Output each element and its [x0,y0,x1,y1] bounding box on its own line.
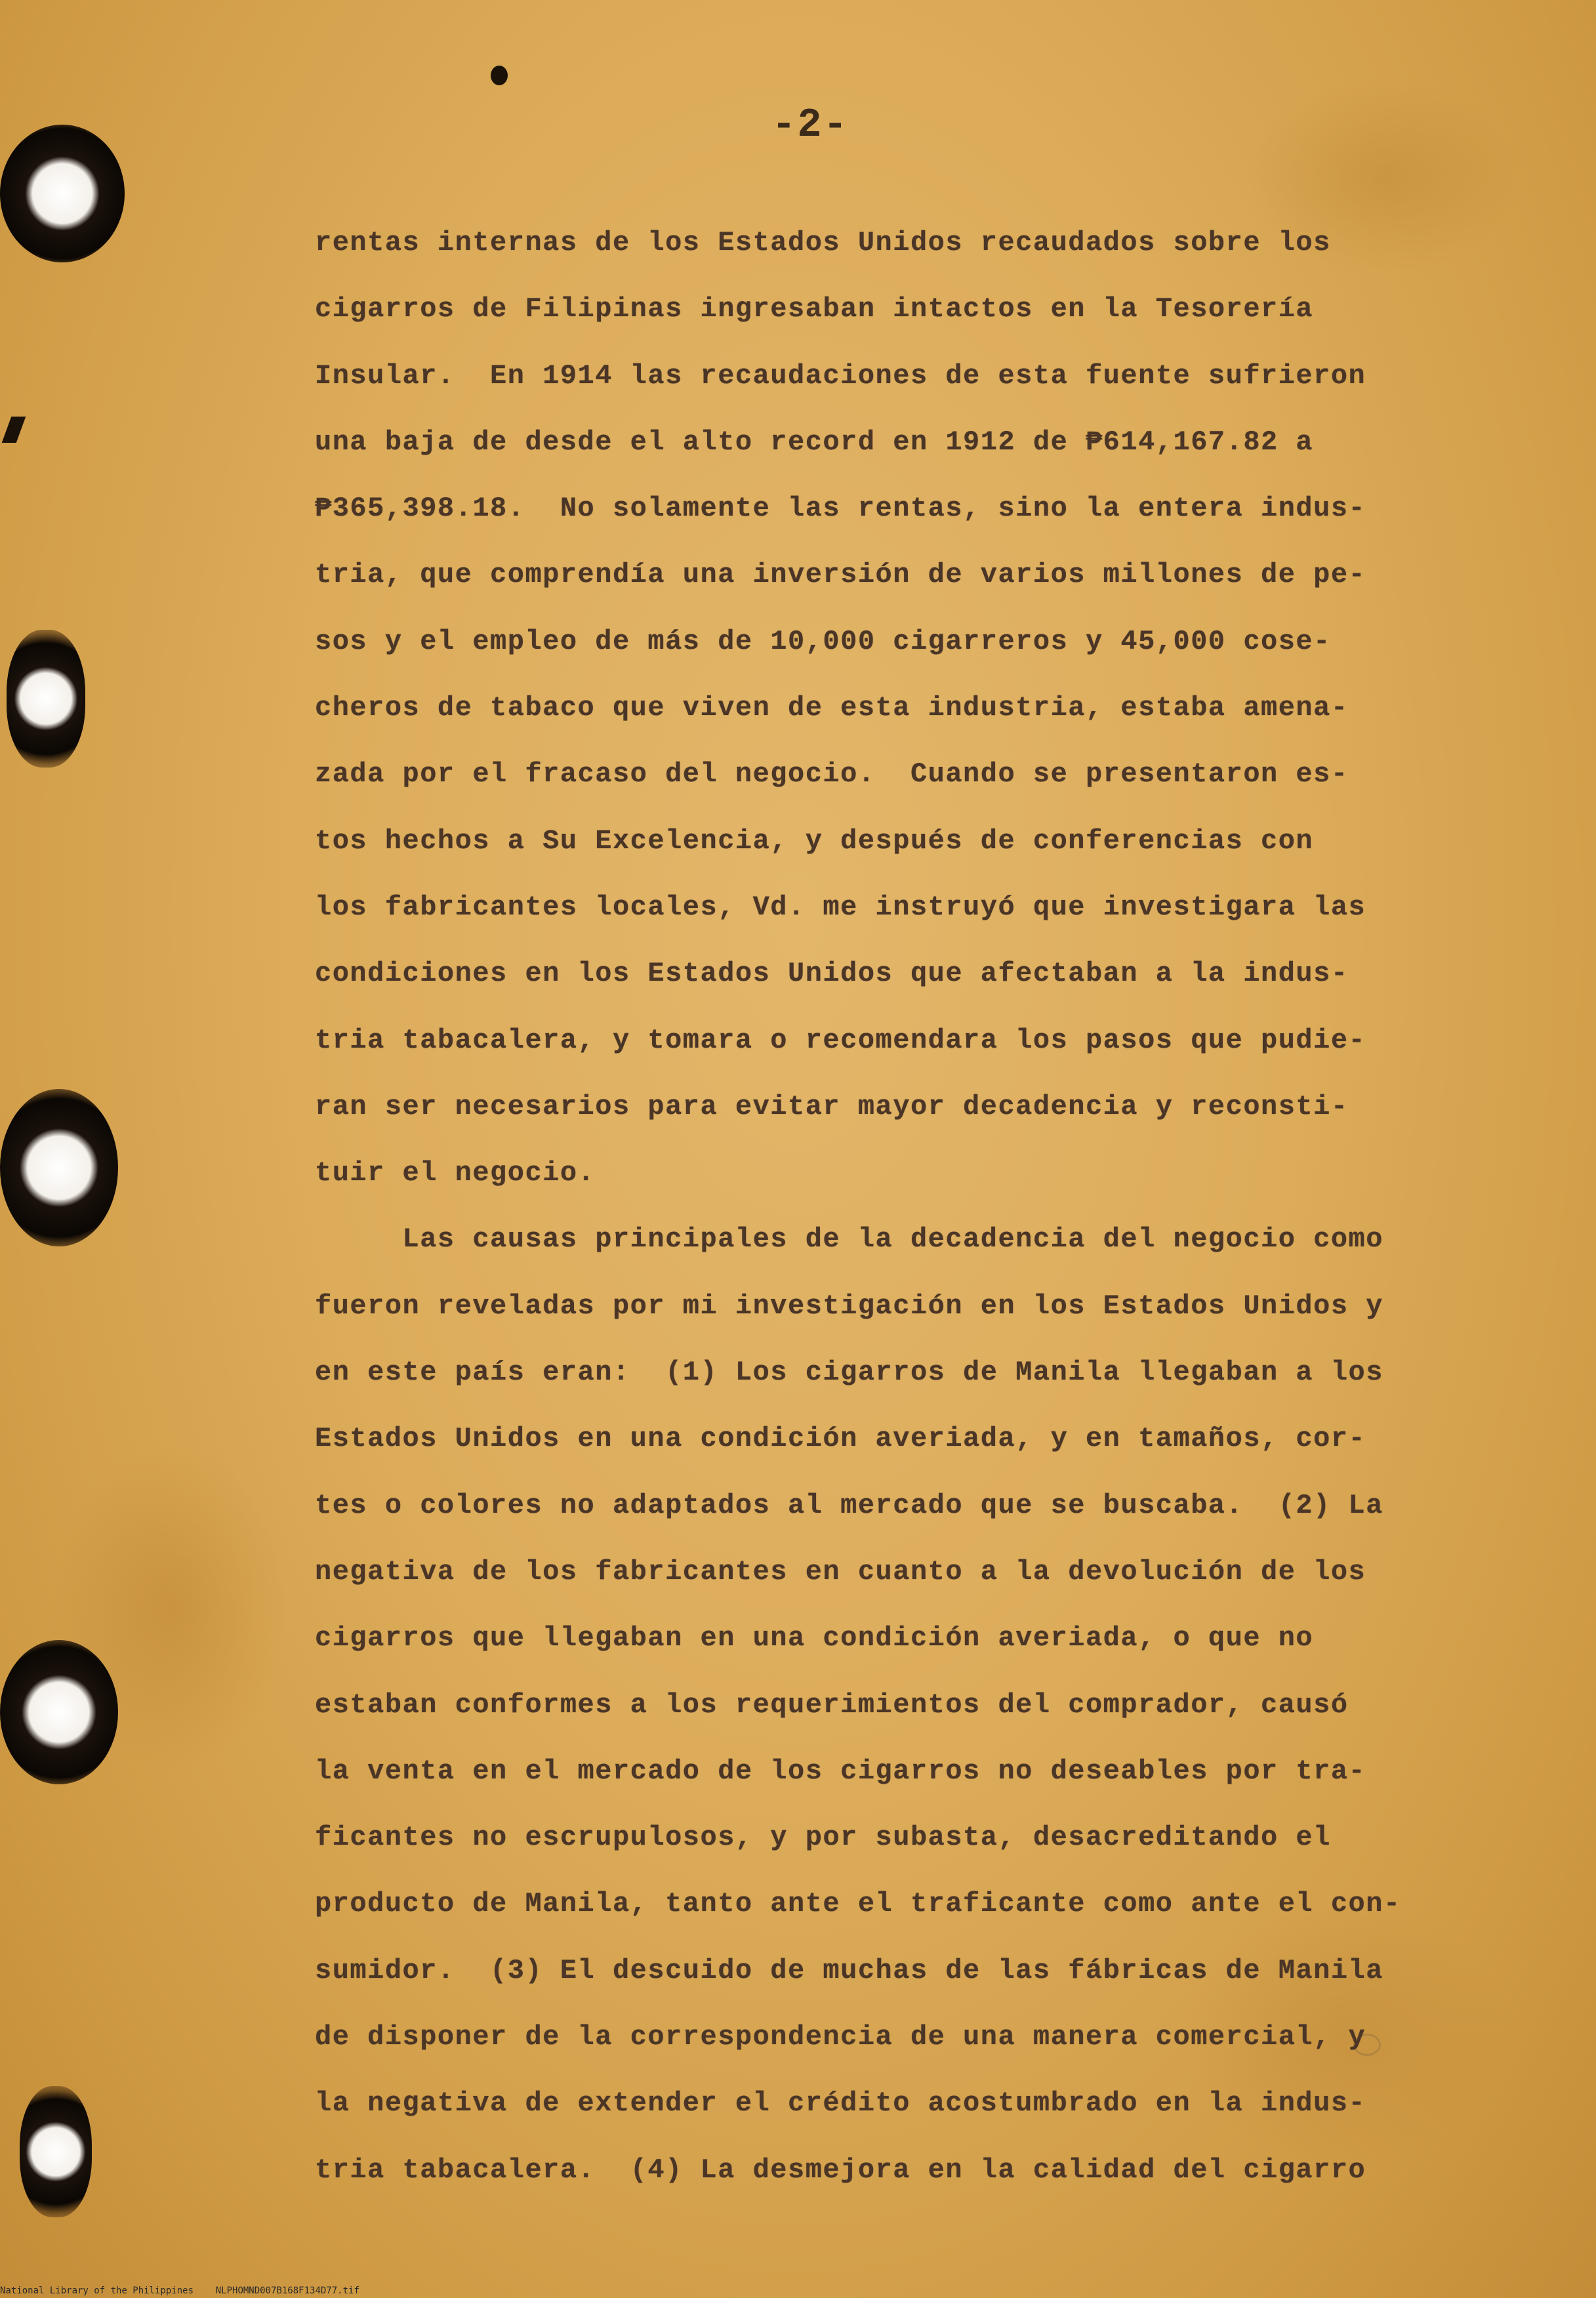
text-line: cigarros de Filipinas ingresaban intactos en la Tesorería [315,293,1314,325]
text-line: tria tabacalera, y tomara o recomendara los pasos que pudie- [315,1024,1366,1056]
text-line: estaban conformes a los requerimientos del comprador, causó [315,1689,1349,1721]
text-line: sumidor. (3) El descuido de muchas de las fábricas de Manila [315,1954,1383,1986]
text-line: Insular. En 1914 las recaudaciones de esta fuente sufrieron [315,359,1366,392]
text-line: sos y el empleo de más de 10,000 cigarreros y 45,000 cose- [315,625,1331,657]
text-line: ficantes no escrupulosos, y por subasta, desacreditando el [315,1822,1331,1854]
binding-hole [20,2086,92,2217]
text-line: tuir el negocio. [315,1157,596,1189]
binding-hole [7,630,85,768]
page-number: -2- [771,102,849,148]
text-line: la venta en el mercado de los cigarros no deseables por tra- [315,1755,1366,1787]
scan-footer [0,2284,359,2297]
text-line: de disponer de la correspondencia de una manera comercial, y [315,2021,1366,2053]
ink-mark [2,417,26,443]
text-line: tos hechos a Su Excelencia, y después de conferencias con [315,825,1314,857]
text-line: tria tabacalera. (4) La desmejora en la calidad del cigarro [315,2154,1366,2186]
binding-hole [0,1089,118,1246]
text-line: negativa de los fabricantes en cuanto a la devolución de los [315,1555,1366,1588]
footer-institution: National Library of the Philippines [0,2286,194,2296]
text-line: en este país eran: (1) Los cigarros de Manila llegaban a los [315,1357,1383,1389]
text-line: condiciones en los Estados Unidos que afectaban a la indus- [315,958,1349,990]
text-line: producto de Manila, tanto ante el traficante como ante el con- [315,1888,1401,1920]
text-line: cigarros que llegaban en una condición averiada, o que no [315,1622,1314,1654]
text-line: los fabricantes locales, Vd. me instruyó que investigara las [315,891,1366,923]
body-text [315,210,1404,2204]
text-line: Estados Unidos en una condición averiada, y en tamaños, cor- [315,1423,1366,1455]
footer-file-name: NLPHOMND007B168F134D77.tif [215,2286,359,2296]
text-line: tria, que comprendía una inversión de varios millones de pe- [315,559,1366,591]
text-line: cheros de tabaco que viven de esta industria, estaba amena- [315,692,1349,724]
binding-hole [0,125,125,262]
text-line: zada por el fracaso del negocio. Cuando se presentaron es- [315,758,1349,790]
ink-dot [491,66,508,85]
text-line: una baja de desde el alto record en 1912 de ₱614,167.82 a [315,426,1314,458]
text-line: fueron reveladas por mi investigación en los Estados Unidos y [315,1290,1383,1322]
text-line: ran ser necesarios para evitar mayor decadencia y reconsti- [315,1090,1349,1122]
text-line: rentas internas de los Estados Unidos recaudados sobre los [315,227,1331,258]
binding-hole [0,1640,118,1784]
text-line: Las causas principales de la decadencia del negocio como [315,1223,1383,1256]
text-line: tes o colores no adaptados al mercado que se buscaba. (2) La [315,1489,1383,1521]
text-line: la negativa de extender el crédito acostumbrado en la indus- [315,2087,1366,2120]
text-line: ₱365,398.18. No solamente las rentas, sino la entera indus- [315,493,1366,525]
